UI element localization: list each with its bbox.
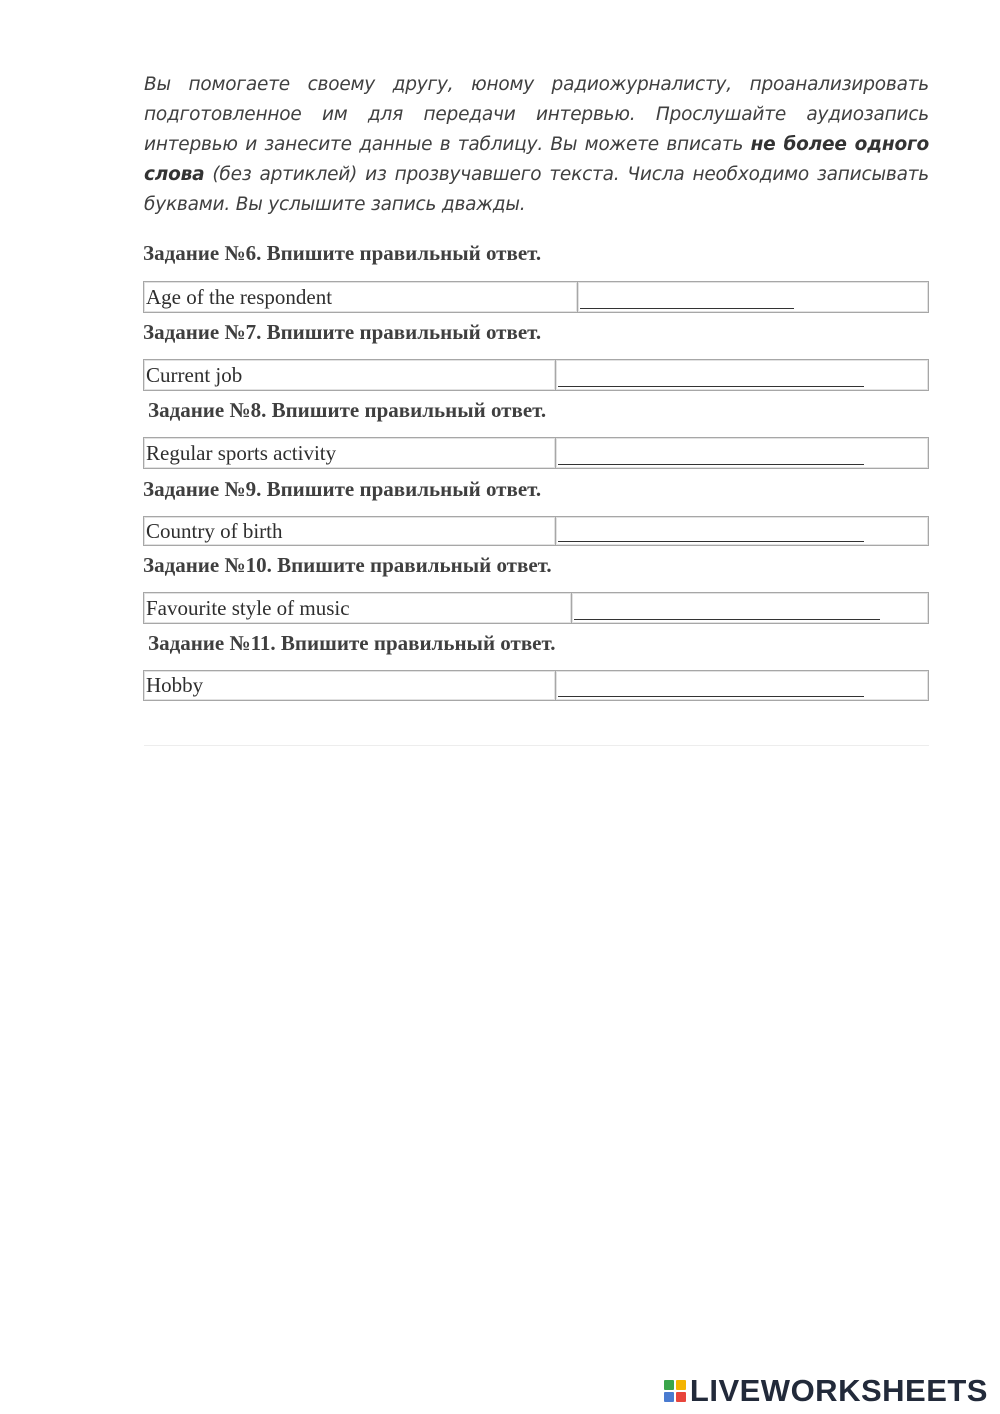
page-divider bbox=[144, 745, 929, 746]
task-10-answer-line bbox=[574, 619, 880, 620]
liveworksheets-logo-icon bbox=[664, 1380, 686, 1402]
task-8-row bbox=[143, 437, 929, 469]
task-11-answer-line bbox=[558, 696, 864, 697]
liveworksheets-brand bbox=[664, 1373, 988, 1409]
brand-text: LIVEWORKSHEETS bbox=[689, 1373, 988, 1408]
task-9-row bbox=[143, 516, 929, 546]
logo-square-3 bbox=[664, 1392, 674, 1402]
task-8-title: Задание №8. Впишите правильный ответ. bbox=[148, 398, 547, 422]
task-6-answer-field[interactable] bbox=[578, 282, 928, 312]
task-6-title: Задание №6. Впишите правильный ответ. bbox=[143, 241, 542, 265]
task-9-label: Country of birth bbox=[144, 517, 556, 545]
task-9-answer-line bbox=[558, 541, 864, 542]
task-7-answer-field[interactable] bbox=[556, 360, 928, 390]
logo-square-2 bbox=[676, 1380, 686, 1390]
task-8-label: Regular sports activity bbox=[144, 438, 556, 468]
instructions-text-2: (без артиклей) из прозвучавшего текста. Числа необходимо записывать буквами. Вы услышите запись дважды. bbox=[144, 164, 929, 215]
logo-square-4 bbox=[676, 1392, 686, 1402]
task-11-answer-field[interactable] bbox=[556, 671, 928, 700]
instructions-bold-text: не более одного слова bbox=[144, 134, 929, 185]
task-6-label: Age of the respondent bbox=[144, 282, 578, 312]
task-11-label: Hobby bbox=[144, 671, 556, 700]
task-7-answer-line bbox=[558, 386, 864, 387]
task-10-label: Favourite style of music bbox=[144, 593, 572, 623]
task-8-answer-field[interactable] bbox=[556, 438, 928, 468]
instructions-paragraph bbox=[144, 70, 929, 220]
task-9-answer-field[interactable] bbox=[556, 517, 928, 545]
task-6-row bbox=[143, 281, 929, 313]
task-7-row bbox=[143, 359, 929, 391]
task-9-title: Задание №9. Впишите правильный ответ. bbox=[143, 477, 542, 501]
task-10-row bbox=[143, 592, 929, 624]
task-10-answer-field[interactable] bbox=[572, 593, 928, 623]
task-7-label: Current job bbox=[144, 360, 556, 390]
task-10-title: Задание №10. Впишите правильный ответ. bbox=[143, 553, 552, 577]
task-6-answer-line bbox=[580, 308, 794, 309]
instructions-text-1: Вы помогаете своему другу, юному радиожурналисту, проанализировать подготовленное им для передачи интервью. Прослушайте аудиозапись интервью и занесите данные в таблицу. Вы можете вписать bbox=[144, 74, 929, 155]
task-11-row bbox=[143, 670, 929, 701]
logo-square-1 bbox=[664, 1380, 674, 1390]
task-7-title: Задание №7. Впишите правильный ответ. bbox=[143, 320, 542, 344]
task-11-title: Задание №11. Впишите правильный ответ. bbox=[148, 631, 556, 655]
task-8-answer-line bbox=[558, 464, 864, 465]
